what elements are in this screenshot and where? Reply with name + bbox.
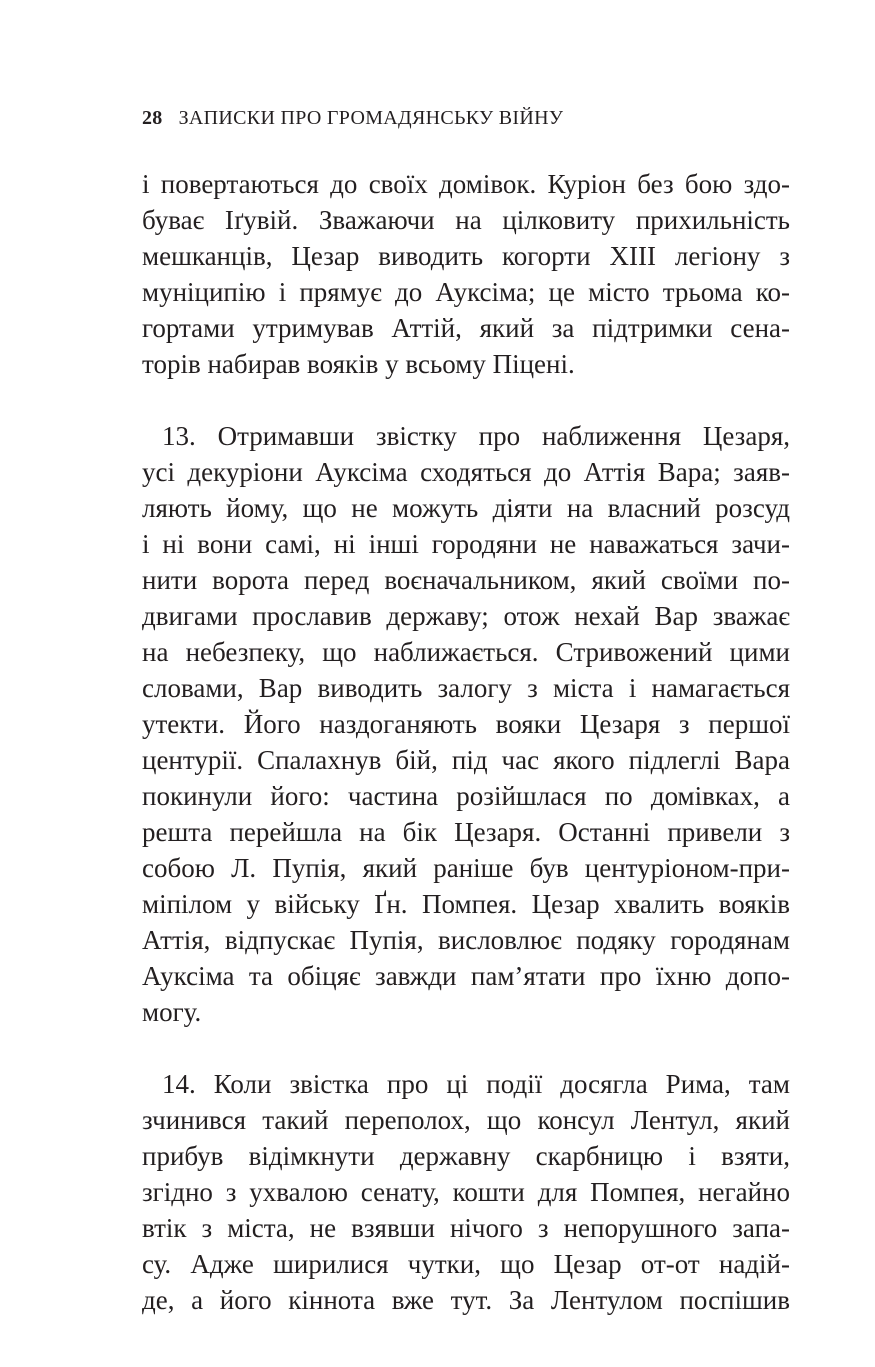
text-line: покинули його: частина розійшлася по домівках, а [142,781,790,811]
text-line: су. Адже ширилися чутки, що Цезар от-от надій- [142,1249,790,1279]
text-line: 14. Коли звістка про ці події досягла Рима, там [162,1069,790,1099]
text-line: і ні вони самі, ні інші городяни не наважаться зачи- [142,529,790,559]
running-title: ЗАПИСКИ ПРО ГРОМАДЯНСЬКУ ВІЙНУ [178,107,564,129]
text-line: центурії. Спалахнув бій, під час якого підлеглі Вара [142,745,790,775]
text-line: де, а його кіннота вже тут. За Лентулом поспішив [142,1285,790,1315]
text-line: торів набирав вояків у всьому Піцені. [142,349,575,379]
text-line: словами, Вар виводить залогу з міста і намагається [142,673,790,703]
body-text [142,166,790,1318]
text-line: втік з міста, не взявши нічого з непорушного запа- [142,1213,790,1243]
text-line: решта перейшла на бік Цезаря. Останні привели з [142,817,790,847]
text-line: нити ворота перед воєначальником, який своїми по- [142,565,790,595]
text-line: і повертаються до своїх домівок. Куріон без бою здо- [142,169,790,199]
text-line: на небезпеку, що наближається. Стривожений цими [142,637,790,667]
text-line: зчинився такий переполох, що консул Лентул, який [142,1105,790,1135]
text-line: муніципію і прямує до Ауксіма; це місто трьома ко- [142,277,790,307]
text-line: ляють йому, що не можуть діяти на власний розсуд [142,493,790,523]
running-head [142,100,790,136]
text-line: 13. Отримавши звістку про наближення Цезаря, [162,421,790,451]
page-number: 28 [142,107,163,129]
text-line: Ауксіма та обіцяє завжди пам’ятати про їхню допо- [142,961,790,991]
text-line: Аттія, відпускає Пупія, висловлює подяку городянам [142,925,790,955]
text-line: гортами утримував Аттій, який за підтримки сена- [142,313,790,343]
text-line: мешканців, Цезар виводить когорти XIII легіону з [142,241,790,271]
paragraph [142,1066,790,1318]
text-line: двигами прославив державу; отож нехай Вар зважає [142,601,790,631]
text-line: могу. [142,997,202,1027]
paragraph [142,418,790,1030]
text-line: утекти. Його наздоганяють вояки Цезаря з першої [142,709,790,739]
text-line: собою Л. Пупія, який раніше був центуріоном-при- [142,853,790,883]
text-line: міпілом у війську Ґн. Помпея. Цезар хвалить вояків [142,889,790,919]
paragraph [142,166,790,382]
text-line: згідно з ухвалою сенату, кошти для Помпея, негайно [142,1177,790,1207]
book-page [142,100,790,1354]
text-line: буває Іґувій. Зважаючи на цілковиту прихильність [142,205,790,235]
text-line: усі декуріони Ауксіма сходяться до Аттія Вара; заяв- [142,457,790,487]
text-line: прибув відімкнути державну скарбницю і взяти, [142,1141,790,1171]
